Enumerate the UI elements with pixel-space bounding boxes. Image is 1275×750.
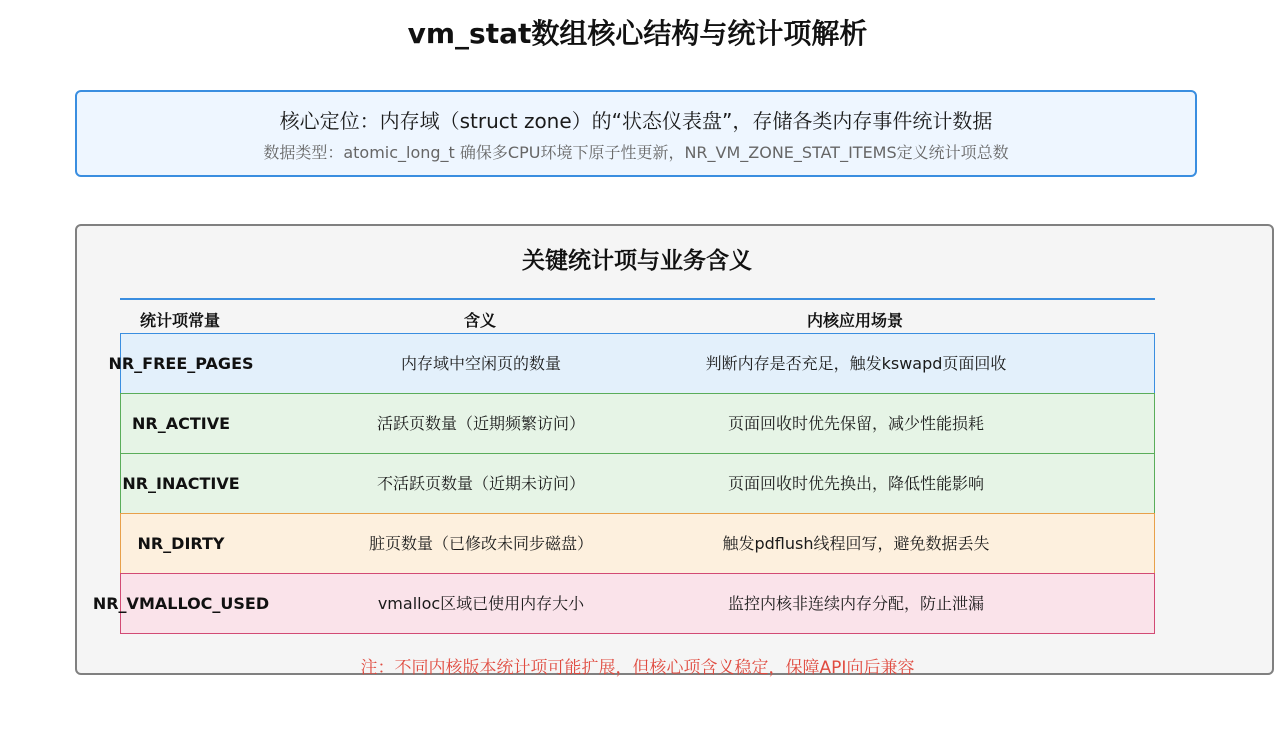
stat-constant: NR_INACTIVE xyxy=(122,473,240,493)
header-meaning: 含义 xyxy=(463,311,496,330)
summary-main-text: 核心定位：内存域（struct zone）的“状态仪表盘”，存储各类内存事件统计数据 xyxy=(279,109,993,133)
summary-box xyxy=(75,90,1197,177)
table-row xyxy=(108,333,1155,394)
footnote: 注：不同内核版本统计项可能扩展，但核心项含义稳定，保障API向后兼容 xyxy=(360,658,915,678)
stat-scenario: 判断内存是否充足，触发kswapd页面回收 xyxy=(705,353,1007,373)
header-divider xyxy=(120,298,1155,300)
table-row xyxy=(120,393,1155,454)
header-name: 统计项常量 xyxy=(139,311,220,330)
panel-title: 关键统计项与业务含义 xyxy=(522,248,752,274)
stat-constant: NR_DIRTY xyxy=(137,533,225,553)
stat-scenario: 触发pdflush线程回写，避免数据丢失 xyxy=(722,533,990,553)
page-title: vm_stat数组核心结构与统计项解析 xyxy=(407,17,868,50)
stat-constant: NR_VMALLOC_USED xyxy=(92,593,270,613)
stat-meaning: 内存域中空闲页的数量 xyxy=(400,353,561,373)
stat-meaning: 活跃页数量（近期频繁访问） xyxy=(376,413,585,433)
stat-meaning: 不活跃页数量（近期未访问） xyxy=(376,473,585,493)
stat-constant: NR_ACTIVE xyxy=(131,413,230,433)
stat-scenario: 页面回收时优先保留，减少性能损耗 xyxy=(727,413,984,433)
stat-meaning: 脏页数量（已修改未同步磁盘） xyxy=(368,533,593,553)
table-row xyxy=(92,573,1155,634)
stat-meaning: vmalloc区域已使用内存大小 xyxy=(377,593,585,613)
table-row xyxy=(120,453,1155,514)
table-row xyxy=(120,513,1155,574)
stat-scenario: 监控内核非连续内存分配，防止泄漏 xyxy=(727,593,984,613)
stat-constant: NR_FREE_PAGES xyxy=(108,353,254,373)
summary-sub-text: 数据类型：atomic_long_t 确保多CPU环境下原子性更新，NR_VM_ZONE_STAT_ITEMS定义统计项总数 xyxy=(263,143,1009,162)
header-scenario: 内核应用场景 xyxy=(806,311,903,330)
stat-scenario: 页面回收时优先换出，降低性能影响 xyxy=(727,473,984,493)
